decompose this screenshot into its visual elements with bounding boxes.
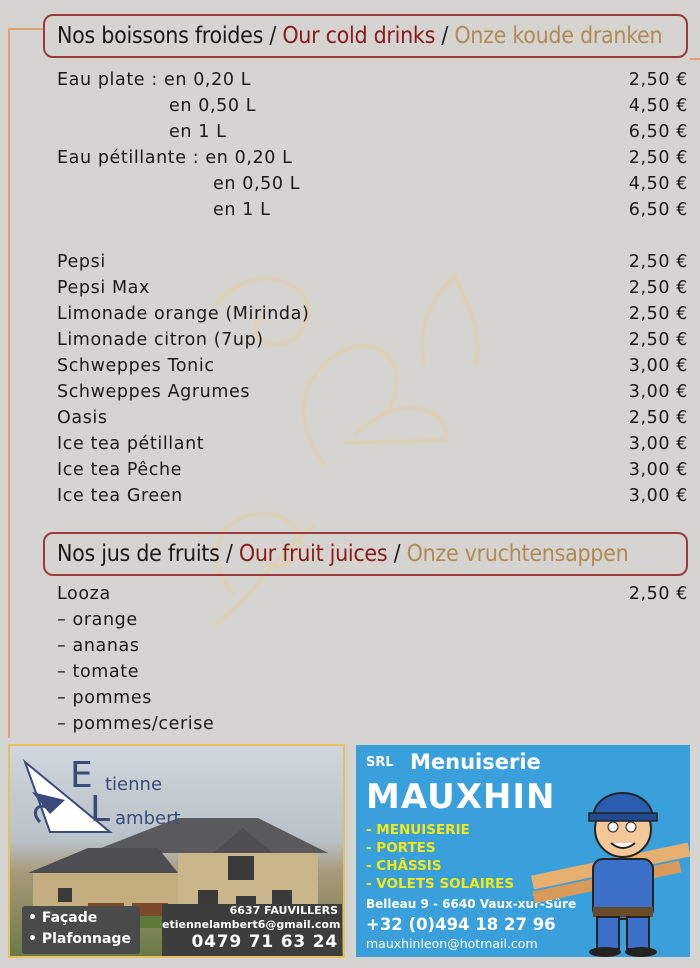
section-header-fruit-juices	[43, 532, 688, 576]
menu-row	[0, 278, 700, 304]
menu-row	[0, 330, 700, 356]
item-name: Looza	[57, 584, 111, 604]
item-name: Ice tea Green	[57, 486, 183, 506]
lambert-services	[22, 906, 140, 954]
item-name: en 1 L	[169, 122, 227, 142]
title-en: Our cold drinks	[282, 23, 436, 49]
menu-row	[0, 486, 700, 512]
item-price: 2,50 €	[628, 70, 688, 90]
menu-row	[0, 174, 700, 200]
lambert-logo	[20, 752, 200, 842]
mauxhin-srl: SRL	[366, 755, 394, 770]
item-name: Schweppes Tonic	[57, 356, 215, 376]
menu-row	[0, 356, 700, 382]
item-price: 3,00 €	[628, 382, 688, 402]
section-header-cold-drinks	[43, 14, 688, 58]
menu-row	[0, 200, 700, 226]
item-price: 6,50 €	[628, 122, 688, 142]
ad-menuiserie-mauxhin	[356, 745, 690, 957]
item-name: – ananas	[57, 636, 140, 656]
item-name: Pepsi Max	[57, 278, 150, 298]
menu-row	[0, 408, 700, 434]
ad-etienne-lambert	[8, 744, 345, 958]
service-facade: • Façade	[28, 910, 98, 926]
item-name: – tomate	[57, 662, 140, 682]
menu-row	[0, 252, 700, 278]
lambert-contact	[162, 904, 342, 956]
mauxhin-address: Belleau 9 - 6640 Vaux-xur-Sûre	[366, 897, 577, 911]
mauxhin-phone: +32 (0)494 18 27 96	[366, 915, 556, 934]
menu-row	[0, 304, 700, 330]
service-plafonnage: • Plafonnage	[28, 931, 131, 947]
item-price: 3,00 €	[628, 356, 688, 376]
item-name: Eau pétillante : en 0,20 L	[57, 148, 293, 168]
menu-row	[0, 714, 700, 740]
menu-row	[0, 584, 700, 610]
title-fr: Nos jus de fruits	[57, 541, 220, 567]
item-name: Pepsi	[57, 252, 106, 272]
menu-row	[0, 610, 700, 636]
menu-row	[0, 70, 700, 96]
menu-row	[0, 460, 700, 486]
item-name: – pommes/cerise	[57, 714, 215, 734]
carpenter-cartoon-icon	[531, 767, 690, 957]
item-price: 2,50 €	[628, 304, 688, 324]
item-name: en 0,50 L	[169, 96, 257, 116]
item-name: Limonade orange (Mirinda)	[57, 304, 310, 324]
logo-text-ambert: ambert	[115, 808, 181, 829]
service-item: - VOLETS SOLAIRES	[366, 876, 515, 892]
item-price: 2,50 €	[628, 584, 688, 604]
item-name: en 0,50 L	[213, 174, 301, 194]
item-price: 2,50 €	[628, 252, 688, 272]
lambert-city: 6637 FAUVILLERS	[229, 904, 338, 917]
title-separator: /	[441, 23, 449, 49]
item-price: 2,50 €	[628, 330, 688, 350]
service-item: - CHÂSSIS	[366, 858, 442, 874]
menu-row	[0, 636, 700, 662]
menu-row	[0, 148, 700, 174]
title-separator: /	[269, 23, 277, 49]
service-item: - PORTES	[366, 840, 436, 856]
title-separator: /	[225, 541, 233, 567]
menu-row	[0, 382, 700, 408]
item-name: en 1 L	[213, 200, 271, 220]
item-name: Ice tea Pêche	[57, 460, 183, 480]
logo-letter-l: L	[90, 789, 111, 830]
item-price: 6,50 €	[628, 200, 688, 220]
menu-row	[0, 688, 700, 714]
title-en: Our fruit juices	[238, 541, 388, 567]
item-price: 3,00 €	[628, 460, 688, 480]
title-fr: Nos boissons froides	[57, 23, 264, 49]
item-name: Oasis	[57, 408, 108, 428]
menu-row	[0, 434, 700, 460]
item-name: Eau plate : en 0,20 L	[57, 70, 252, 90]
lambert-email: etiennelambert6@gmail.com	[162, 918, 341, 931]
item-name: Limonade citron (7up)	[57, 330, 264, 350]
item-price: 4,50 €	[628, 96, 688, 116]
item-price: 3,00 €	[628, 486, 688, 506]
mauxhin-services	[366, 821, 514, 893]
item-name: Schweppes Agrumes	[57, 382, 251, 402]
title-separator: /	[393, 541, 401, 567]
item-price: 2,50 €	[628, 408, 688, 428]
item-name: Ice tea pétillant	[57, 434, 205, 454]
mauxhin-name: MAUXHIN	[366, 777, 556, 817]
frame-line-top	[8, 28, 44, 30]
menu-row	[0, 122, 700, 148]
menu-row	[0, 96, 700, 122]
title-nl: Onze koude dranken	[454, 23, 663, 49]
item-name: – pommes	[57, 688, 152, 708]
frame-line-right	[690, 58, 700, 60]
logo-letter-e: E	[70, 755, 93, 796]
mauxhin-email: mauxhinleon@hotmail.com	[366, 936, 538, 951]
item-price: 4,50 €	[628, 174, 688, 194]
service-item: - MENUISERIE	[366, 822, 470, 838]
menu-row	[0, 662, 700, 688]
mauxhin-title: Menuiserie	[410, 750, 541, 774]
logo-text-tienne: tienne	[105, 774, 163, 795]
item-price: 2,50 €	[628, 278, 688, 298]
title-nl: Onze vruchtensappen	[406, 541, 629, 567]
lambert-phone: 0479 71 63 24	[191, 932, 338, 952]
item-price: 3,00 €	[628, 434, 688, 454]
item-price: 2,50 €	[628, 148, 688, 168]
item-name: – orange	[57, 610, 138, 630]
